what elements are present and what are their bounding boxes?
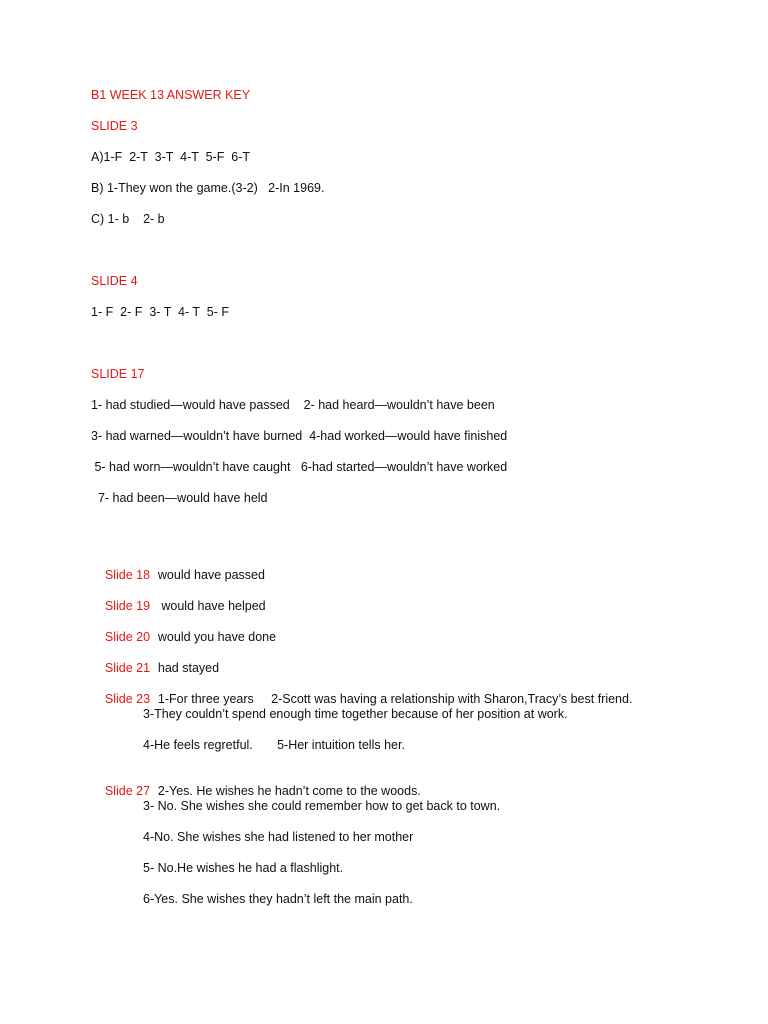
slide-answer: would have helped <box>157 599 266 613</box>
slide-answer: 1-For three years 2-Scott was having a relationship with Sharon,Tracy’s best friend. <box>157 692 633 706</box>
document-title: B1 WEEK 13 ANSWER KEY <box>91 88 251 102</box>
slide-label: Slide 18 <box>104 568 151 582</box>
slide23-line: 4-He feels regretful. 5-Her intuition tells her. <box>143 738 405 752</box>
slide17-line: 1- had studied—would have passed 2- had heard—wouldn’t have been <box>91 398 495 412</box>
slide-label: Slide 20 <box>104 630 151 644</box>
slide-answer: 2-Yes. He wishes he hadn’t come to the woods. <box>157 784 421 798</box>
slide17-heading: SLIDE 17 <box>91 367 145 381</box>
slide23-line: 3-They couldn’t spend enough time together because of her position at work. <box>143 707 568 721</box>
slide17-line: 3- had warned—wouldn’t have burned 4-had worked—would have finished <box>91 429 508 443</box>
slide3-answer-a: A)1-F 2-T 3-T 4-T 5-F 6-T <box>91 150 251 164</box>
slide3-heading: SLIDE 3 <box>91 119 138 133</box>
slide-label: Slide 19 <box>104 599 151 613</box>
slide17-line: 5- had worn—wouldn’t have caught 6-had started—wouldn’t have worked <box>91 460 508 474</box>
slide-answer: had stayed <box>157 661 220 675</box>
slide4-answers: 1- F 2- F 3- T 4- T 5- F <box>91 305 229 319</box>
slide17-line: 7- had been—would have held <box>91 491 268 505</box>
slide4-heading: SLIDE 4 <box>91 274 138 288</box>
slide-answer: would you have done <box>157 630 277 644</box>
slide27-line: 5- No.He wishes he had a flashlight. <box>143 861 344 875</box>
slide-label: Slide 23 <box>104 692 151 706</box>
slide27-line: 6-Yes. She wishes they hadn’t left the main path. <box>143 892 413 906</box>
slide-label: Slide 21 <box>104 661 151 675</box>
slide3-answer-b: B) 1-They won the game.(3-2) 2-In 1969. <box>91 181 325 195</box>
slide-answer: would have passed <box>157 568 265 582</box>
slide3-answer-c: C) 1- b 2- b <box>91 212 165 226</box>
slide-label: Slide 27 <box>104 784 151 798</box>
slide27-line: 3- No. She wishes she could remember how to get back to town. <box>143 799 501 813</box>
slide27-line: 4-No. She wishes she had listened to her mother <box>143 830 414 844</box>
